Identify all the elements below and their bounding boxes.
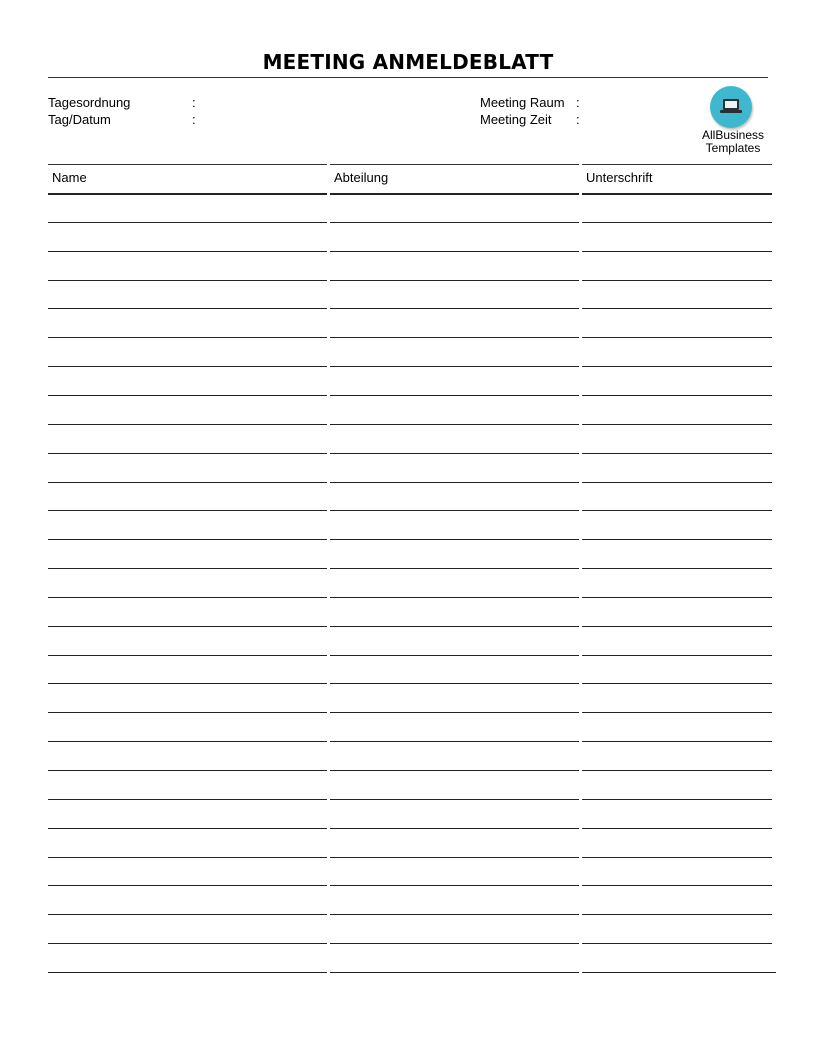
row-line-name <box>48 857 327 858</box>
row-line-name <box>48 712 327 713</box>
row-line-department <box>330 280 579 281</box>
header-bottom-rule-signature <box>582 193 772 195</box>
row-line-name <box>48 424 327 425</box>
row-line-name <box>48 482 327 483</box>
row-line-department <box>330 857 579 858</box>
row-line-name <box>48 655 327 656</box>
field-agenda-colon: : <box>192 95 196 110</box>
header-bottom-rule-department <box>330 193 579 195</box>
row-line-signature <box>582 568 772 569</box>
row-line-department <box>330 482 579 483</box>
row-line-department <box>330 424 579 425</box>
row-line-signature <box>582 626 772 627</box>
title-divider <box>48 77 768 78</box>
laptop-icon <box>720 98 742 114</box>
row-line-signature <box>582 885 772 886</box>
field-room-label: Meeting Raum <box>480 95 565 110</box>
column-header-signature: Unterschrift <box>586 170 653 185</box>
row-line-department <box>330 972 579 973</box>
row-line-name <box>48 626 327 627</box>
row-line-signature <box>582 482 772 483</box>
row-line-department <box>330 943 579 944</box>
field-date-label: Tag/Datum <box>48 112 111 127</box>
field-date-colon: : <box>192 112 196 127</box>
row-line-department <box>330 626 579 627</box>
row-line-name <box>48 453 327 454</box>
row-line-department <box>330 308 579 309</box>
row-line-signature <box>582 280 772 281</box>
row-line-name <box>48 366 327 367</box>
row-line-signature <box>582 453 772 454</box>
row-line-signature <box>582 828 772 829</box>
row-line-signature <box>582 539 772 540</box>
field-room-colon: : <box>576 95 580 110</box>
row-line-signature <box>582 655 772 656</box>
row-line-name <box>48 251 327 252</box>
row-line-signature <box>582 337 772 338</box>
row-line-signature <box>582 366 772 367</box>
header-top-rule-signature <box>582 164 772 165</box>
row-line-department <box>330 683 579 684</box>
row-line-department <box>330 222 579 223</box>
row-line-department <box>330 597 579 598</box>
logo-text-line2: Templates <box>705 141 761 155</box>
row-line-signature <box>582 770 772 771</box>
row-line-signature <box>582 741 772 742</box>
logo-badge <box>710 86 752 128</box>
row-line-department <box>330 453 579 454</box>
row-line-name <box>48 943 327 944</box>
row-line-signature <box>582 683 772 684</box>
row-line-department <box>330 251 579 252</box>
row-line-department <box>330 741 579 742</box>
row-line-signature <box>582 914 772 915</box>
field-time-colon: : <box>576 112 580 127</box>
row-line-signature <box>582 943 772 944</box>
logo-wordmark <box>700 129 766 155</box>
row-line-department <box>330 828 579 829</box>
row-line-name <box>48 799 327 800</box>
row-line-name <box>48 770 327 771</box>
allbusiness-logo <box>700 84 766 160</box>
row-line-name <box>48 308 327 309</box>
field-time-label: Meeting Zeit <box>480 112 552 127</box>
column-header-name: Name <box>52 170 87 185</box>
row-line-name <box>48 395 327 396</box>
header-bottom-rule-name <box>48 193 327 195</box>
row-line-name <box>48 683 327 684</box>
row-line-department <box>330 885 579 886</box>
row-line-name <box>48 741 327 742</box>
row-line-name <box>48 280 327 281</box>
row-line-name <box>48 885 327 886</box>
row-line-department <box>330 510 579 511</box>
row-line-signature <box>582 424 772 425</box>
column-header-department: Abteilung <box>334 170 389 185</box>
row-line-department <box>330 712 579 713</box>
row-line-department <box>330 337 579 338</box>
page-title: MEETING ANMELDEBLATT <box>262 50 554 74</box>
row-line-signature <box>582 857 772 858</box>
row-line-signature <box>582 597 772 598</box>
row-line-name <box>48 914 327 915</box>
row-line-signature <box>582 308 772 309</box>
row-line-department <box>330 568 579 569</box>
row-line-department <box>330 655 579 656</box>
field-agenda-label: Tagesordnung <box>48 95 131 110</box>
header-top-rule-name <box>48 164 327 165</box>
row-line-signature <box>582 972 776 973</box>
row-line-name <box>48 222 327 223</box>
row-line-name <box>48 568 327 569</box>
row-line-department <box>330 539 579 540</box>
row-line-signature <box>582 395 772 396</box>
row-line-name <box>48 539 327 540</box>
row-line-signature <box>582 510 772 511</box>
row-line-department <box>330 914 579 915</box>
row-line-department <box>330 395 579 396</box>
row-line-name <box>48 972 327 973</box>
row-line-name <box>48 510 327 511</box>
row-line-signature <box>582 251 772 252</box>
row-line-department <box>330 770 579 771</box>
row-line-department <box>330 366 579 367</box>
row-line-signature <box>582 222 772 223</box>
row-line-department <box>330 799 579 800</box>
row-line-name <box>48 597 327 598</box>
row-line-name <box>48 337 327 338</box>
logo-text-line1: AllBusiness <box>701 128 765 142</box>
row-line-signature <box>582 799 772 800</box>
row-line-signature <box>582 712 772 713</box>
header-top-rule-department <box>330 164 579 165</box>
row-line-name <box>48 828 327 829</box>
